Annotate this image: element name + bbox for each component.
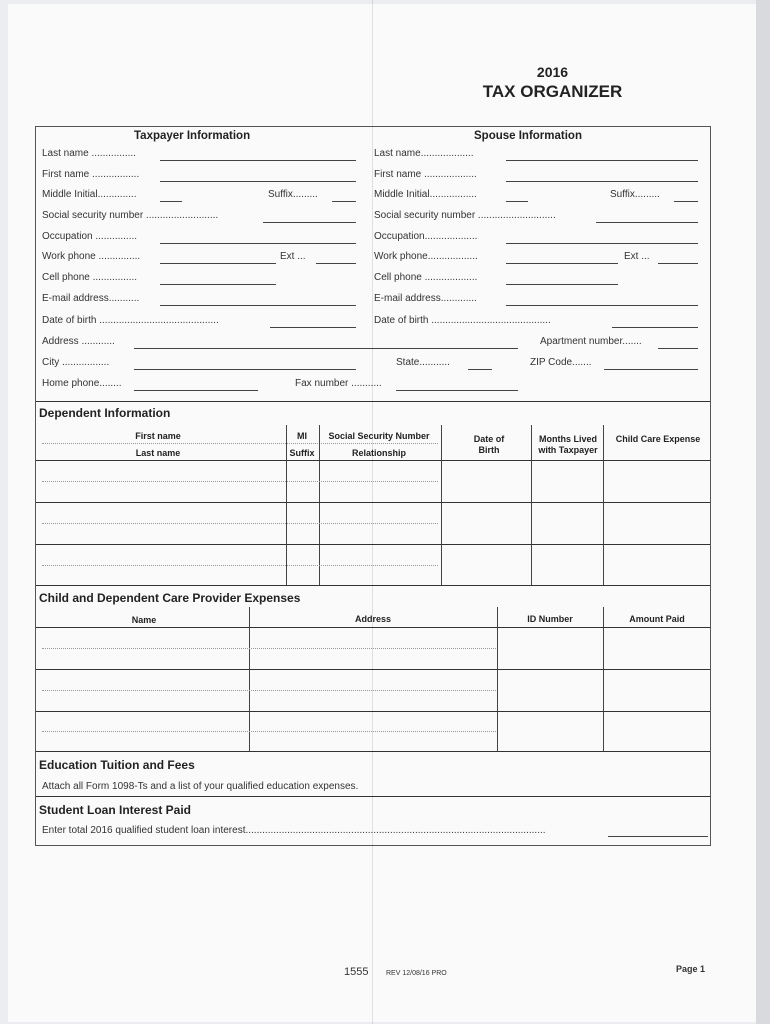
student-loan-instruction: Enter total 2016 qualified student loan interest............................................................................................................ [42, 825, 546, 836]
col-relationship: Relationship [351, 448, 406, 458]
home-phone-field[interactable] [134, 390, 258, 391]
taxpayer-work-phone-label: Work phone ............... [42, 251, 141, 262]
table-row [36, 460, 710, 461]
row-divider [42, 731, 496, 732]
table-row[interactable] [36, 711, 710, 712]
taxpayer-email-field[interactable] [160, 305, 356, 306]
taxpayer-dob-field[interactable] [270, 327, 356, 328]
zip-label: ZIP Code....... [530, 357, 592, 368]
address-field[interactable] [134, 348, 518, 349]
taxpayer-occupation-label: Occupation ............... [42, 231, 138, 242]
spouse-email-field[interactable] [506, 305, 698, 306]
taxpayer-work-phone-field[interactable] [160, 263, 276, 264]
address-label: Address ............ [42, 336, 115, 347]
spouse-last-name-label: Last name................... [374, 148, 474, 159]
col-provider-address: Address [354, 614, 391, 624]
spouse-work-phone-label: Work phone.................. [374, 251, 478, 262]
spouse-middle-initial-label: Middle Initial................. [374, 189, 477, 200]
table-row[interactable] [36, 669, 710, 670]
spouse-ssn-label: Social security number ............................ [374, 210, 556, 221]
taxpayer-heading: Taxpayer Information [134, 130, 251, 142]
spouse-dob-label: Date of birth ........................................... [374, 315, 551, 326]
form-number: 1555 [344, 966, 369, 978]
taxpayer-dob-label: Date of birth ........................................... [42, 315, 219, 326]
col-dob: Date of Birth [473, 434, 505, 455]
education-instruction: Attach all Form 1098-Ts and a list of your qualified education expenses. [42, 781, 359, 792]
taxpayer-cell-phone-field[interactable] [160, 284, 276, 285]
spouse-middle-initial-field[interactable] [506, 201, 528, 202]
col-provider-amount: Amount Paid [629, 614, 685, 624]
col-divider [531, 425, 532, 585]
organizer-form [35, 126, 711, 846]
row-divider [42, 648, 496, 649]
state-field[interactable] [468, 369, 492, 370]
table-row[interactable] [36, 585, 710, 586]
spouse-cell-phone-field[interactable] [506, 284, 618, 285]
taxpayer-ext-field[interactable] [316, 263, 356, 264]
col-ssn: Social Security Number [328, 431, 430, 441]
header-divider [42, 443, 438, 444]
row-divider [42, 481, 438, 482]
spouse-last-name-field[interactable] [506, 160, 698, 161]
taxpayer-ext-label: Ext ... [280, 251, 306, 262]
spouse-suffix-label: Suffix......... [610, 189, 660, 200]
state-label: State........... [396, 357, 450, 368]
form-year: 2016 [536, 64, 569, 80]
section-divider [36, 401, 710, 402]
student-loan-heading: Student Loan Interest Paid [39, 803, 192, 817]
apartment-field[interactable] [658, 348, 698, 349]
education-heading: Education Tuition and Fees [39, 758, 195, 772]
row-divider [42, 565, 438, 566]
col-divider [603, 425, 604, 585]
fax-field[interactable] [396, 390, 518, 391]
apartment-label: Apartment number....... [540, 336, 642, 347]
col-divider [249, 607, 250, 751]
col-divider [497, 607, 498, 751]
fax-label: Fax number ........... [295, 378, 382, 389]
taxpayer-last-name-field[interactable] [160, 160, 356, 161]
spouse-ext-field[interactable] [658, 263, 698, 264]
col-provider-name: Name [131, 615, 157, 625]
col-divider [441, 425, 442, 585]
taxpayer-suffix-field[interactable] [332, 201, 356, 202]
taxpayer-first-name-field[interactable] [160, 181, 356, 182]
spouse-ext-label: Ext ... [624, 251, 650, 262]
page-number: Page 1 [676, 964, 706, 974]
dependent-heading: Dependent Information [39, 406, 171, 420]
spouse-work-phone-field[interactable] [506, 263, 618, 264]
col-divider [319, 425, 320, 585]
table-row[interactable] [36, 502, 710, 503]
taxpayer-ssn-field[interactable] [263, 222, 356, 223]
spouse-first-name-field[interactable] [506, 181, 698, 182]
student-loan-interest-field[interactable] [608, 836, 708, 837]
care-provider-heading: Child and Dependent Care Provider Expenses [39, 591, 301, 605]
scan-shadow [756, 0, 770, 1024]
section-divider [36, 796, 710, 797]
city-label: City ................. [42, 357, 110, 368]
spouse-email-label: E-mail address............. [374, 293, 477, 304]
taxpayer-ssn-label: Social security number .......................... [42, 210, 219, 221]
taxpayer-cell-phone-label: Cell phone ................ [42, 272, 138, 283]
taxpayer-last-name-label: Last name ................ [42, 148, 136, 159]
col-suffix: Suffix [289, 448, 315, 458]
col-child-care: Child Care Expense [615, 434, 701, 444]
col-last-name: Last name [135, 448, 181, 458]
taxpayer-middle-initial-label: Middle Initial.............. [42, 189, 137, 200]
col-first-name: First name [135, 431, 181, 441]
row-divider [42, 690, 496, 691]
spouse-occupation-label: Occupation................... [374, 231, 478, 242]
spouse-ssn-field[interactable] [596, 222, 698, 223]
row-divider [42, 523, 438, 524]
spouse-dob-field[interactable] [612, 327, 698, 328]
spouse-first-name-label: First name ................... [374, 169, 477, 180]
taxpayer-occupation-field[interactable] [160, 243, 356, 244]
col-provider-id: ID Number [527, 614, 573, 624]
col-divider [603, 607, 604, 751]
table-row[interactable] [36, 544, 710, 545]
col-divider [286, 425, 287, 585]
city-field[interactable] [134, 369, 356, 370]
taxpayer-suffix-label: Suffix......... [268, 189, 318, 200]
table-row [36, 627, 710, 628]
spouse-occupation-field[interactable] [506, 243, 698, 244]
col-mi: MI [297, 431, 307, 441]
form-title: TAX ORGANIZER [482, 82, 623, 101]
zip-field[interactable] [604, 369, 698, 370]
home-phone-label: Home phone........ [42, 378, 122, 389]
taxpayer-first-name-label: First name ................. [42, 169, 140, 180]
form-revision: REV 12/08/16 PRO [386, 970, 447, 977]
spouse-suffix-field[interactable] [674, 201, 698, 202]
spouse-cell-phone-label: Cell phone ................... [374, 272, 478, 283]
taxpayer-middle-initial-field[interactable] [160, 201, 182, 202]
table-row[interactable] [36, 751, 710, 752]
page-fold [372, 0, 373, 1024]
spouse-heading: Spouse Information [474, 130, 582, 142]
col-months: Months Lived with Taxpayer [538, 434, 598, 455]
taxpayer-email-label: E-mail address........... [42, 293, 140, 304]
